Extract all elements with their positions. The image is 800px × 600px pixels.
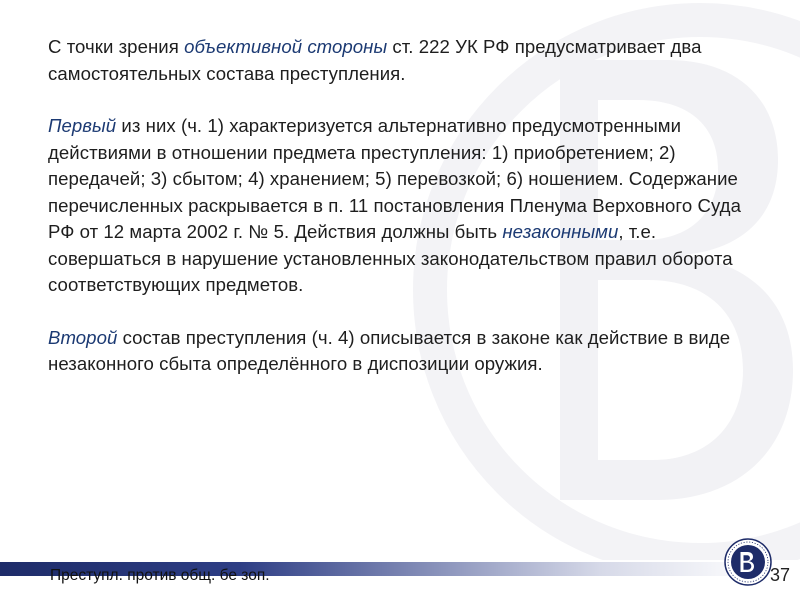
body-text: состав преступления (ч. 4) описывается в законе как действие в виде незаконного сбыта определённого в диспозиции оружия.: [48, 326, 731, 374]
paragraph: [48, 325, 748, 378]
body-text: , т.е. совершаться в нарушение установленных законодательством правил оборота соответствующих предметов.: [48, 221, 733, 295]
body-text: С точки зрения: [48, 36, 185, 57]
paragraph: [48, 113, 748, 299]
emphasis-text: объективной стороны: [184, 36, 388, 57]
emphasis-text: незаконными: [502, 221, 619, 242]
emphasis-text: Первый: [48, 115, 117, 136]
paragraph: [48, 34, 748, 87]
body-text: из них (ч. 1) характеризуется альтернативно предусмотренными действиями в отношении предмета преступления: 1) приобретением; 2) передачей; 3) сбытом; 4) хранением; 5) перевозкой; 6) ношением. Содержание перечисленных раскрывается в п. 11 постановления Пленума Верховного Суда РФ от 12 марта 2002 г. № 5. Действия должны быть: [48, 115, 741, 242]
slide-body: [48, 34, 748, 378]
body-text: ст. 222 УК РФ предусматривает два самостоятельных состава преступления.: [48, 36, 702, 84]
footer-label: Преступл. против общ. бе зоп.: [50, 567, 270, 584]
emphasis-text: Второй: [48, 326, 118, 348]
hse-seal-icon: [724, 538, 772, 586]
page-number: 37: [770, 565, 791, 585]
